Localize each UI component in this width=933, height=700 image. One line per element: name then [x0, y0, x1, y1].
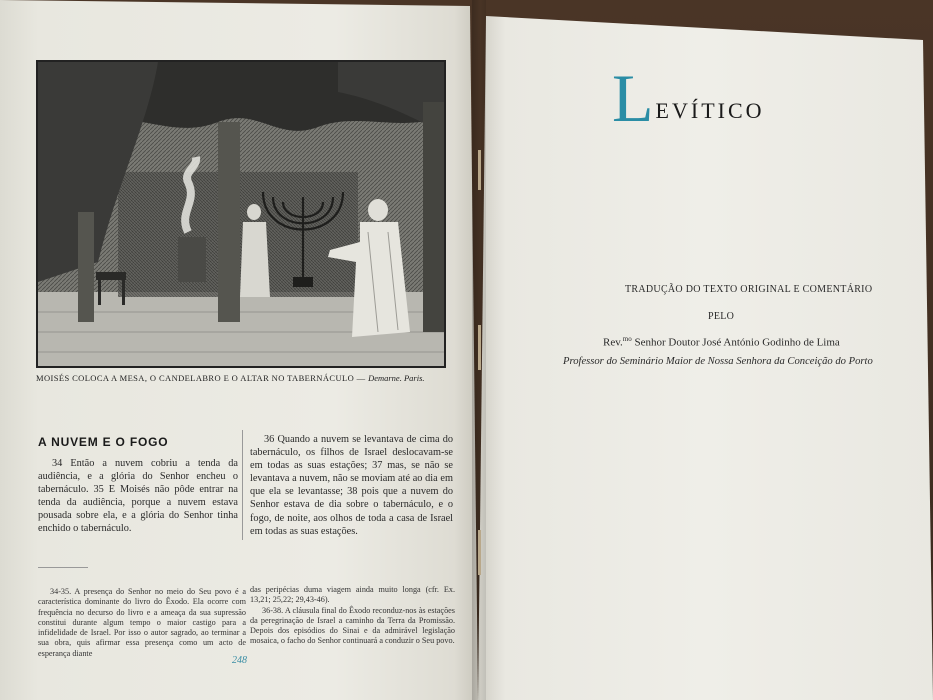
title-drop-cap: L [612, 60, 654, 136]
binding-stitch [478, 530, 481, 575]
translation-line: TRADUÇÃO DO TEXTO ORIGINAL E COMENTÁRIO [625, 284, 873, 295]
tabernacle-engraving [38, 62, 444, 366]
figure-caption [36, 373, 456, 383]
by-line: PELO [708, 311, 735, 322]
author-affiliation: Professor do Seminário Maior de Nossa Senhora da Conceição do Porto [563, 356, 873, 367]
author-title-sup: mo [622, 335, 632, 343]
author-line [603, 335, 840, 349]
footnote-column-2 [250, 585, 455, 647]
caption-credit: Demarne. Paris. [368, 373, 425, 383]
footnote-34-35: 34-35. A presença do Senhor no meio do Seu povo é a característica dominante do livro do Êxodo. Ela ocorre com frequência no decurso do livro e a ameaça da sua supressão constitui durante algum tempo o maior castigo para a infidelidade de Israel. Por isso o autor sagrado, ao terminar a sua obra, quis afirmar essa presença como um acto de esperança diante [38, 587, 246, 658]
page-number: 248 [232, 655, 247, 666]
body-column-1: 34 Então a nuvem cobriu a tenda da audiência, e a glória do Senhor encheu o tabernáculo. 35 E Moisés não pôde entrar na tenda da audiência, porque a nuvem estava pousada sobre ela, e a glória do Senhor tinha enchido o tabernáculo. [38, 458, 238, 535]
engraving-illustration [36, 60, 446, 368]
author-name: Senhor Doutor José António Godinho de Lima [631, 336, 840, 349]
footnote-36-38: 36-38. A cláusula final do Êxodo reconduz-nos às estações da peregrinação de Israel a caminho da Terra da Promissão. Depois dos episódios do Sinai e da admirável legislação mosaica, o facho do Senhor continuará a conduzir o Seu povo. [250, 605, 455, 646]
footnote-divider [38, 567, 88, 568]
book-title [612, 60, 765, 136]
body-column-2: 36 Quando a nuvem se levantava de cima do tabernáculo, os filhos de Israel deslocavam-se em todas as suas estações; 37 mas, se não se levantava a nuvem, não se moviam até ao dia em que ela se levantasse; 38 pois que a nuvem do Senhor estava de dia sobre o tabernáculo, e o fogo, de noite, aos olhos de toda a casa de Israel em todas as suas estações. [250, 434, 453, 537]
column-divider [242, 430, 243, 540]
footnote-continuation: das peripécias duma viagem ainda muito longa (cfr. Ex. 13,21; 25,22; 29,43-46). [250, 585, 455, 605]
author-title: Rev. [603, 336, 623, 349]
binding-stitch [478, 325, 481, 370]
title-rest: EVÍTICO [655, 98, 765, 123]
binding-stitch [478, 150, 481, 190]
caption-text: MOISÉS COLOCA A MESA, O CANDELABRO E O ALTAR NO TABERNÁCULO — [36, 373, 366, 383]
section-heading: A NUVEM E O FOGO [38, 435, 169, 449]
